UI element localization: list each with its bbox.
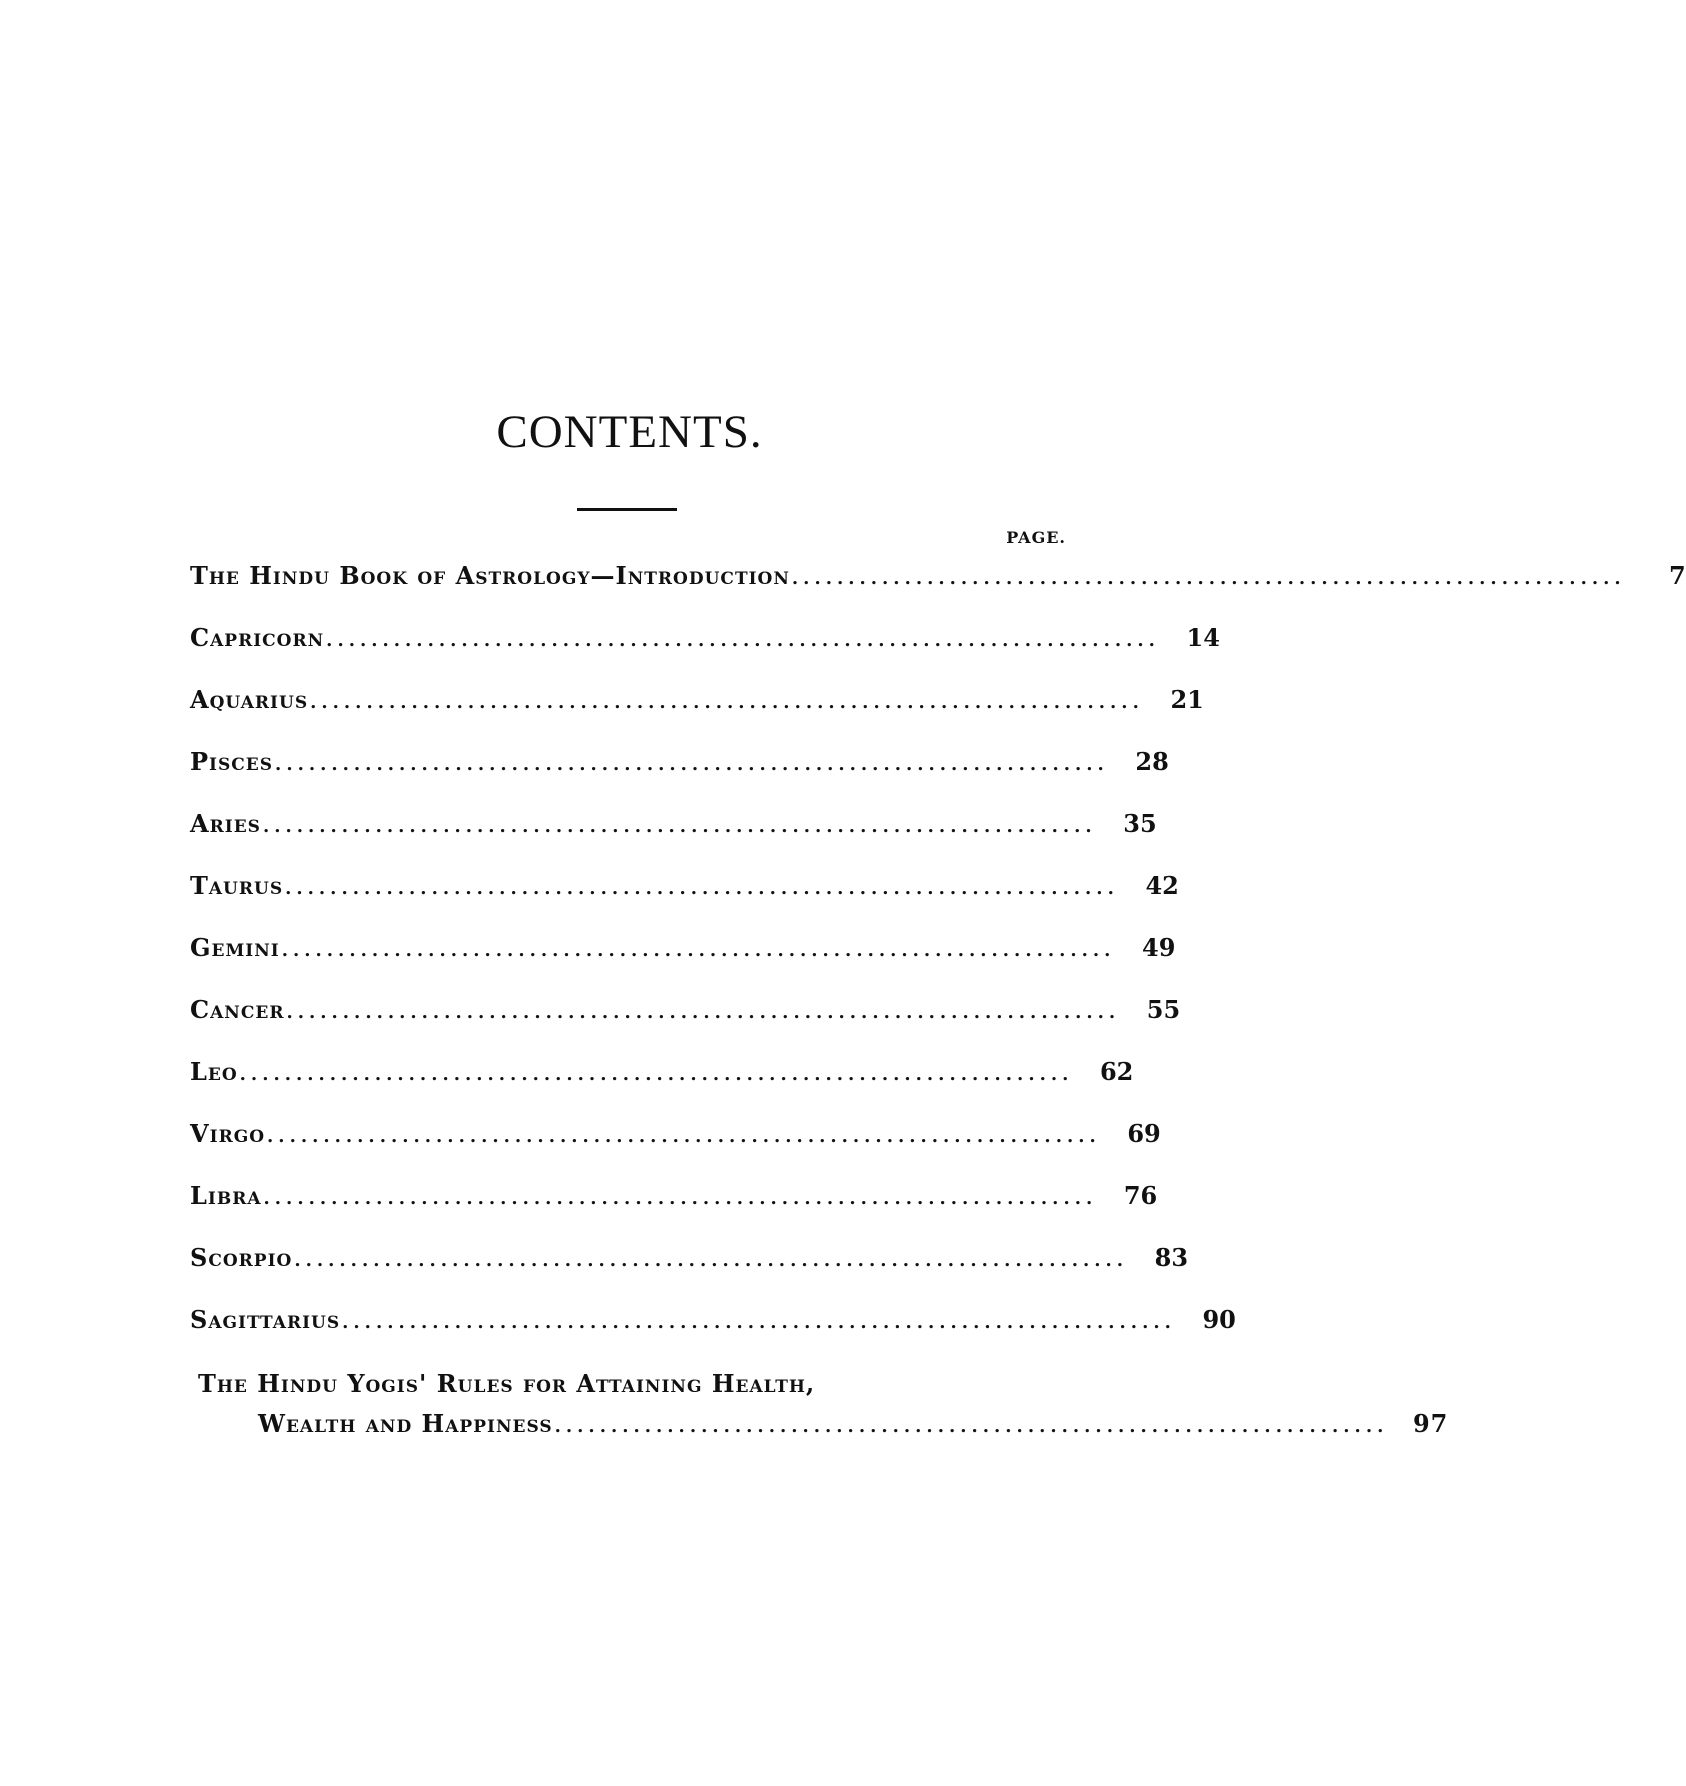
toc-entry-taurus xyxy=(190,871,1179,905)
dot-leader: .......................................................................... xyxy=(294,1250,1129,1271)
dot-leader: .......................................................................... xyxy=(263,1188,1098,1209)
toc-entry-label: Leo xyxy=(190,1057,238,1086)
toc-entry-page: 14 xyxy=(1186,623,1220,652)
dot-leader: .......................................................................... xyxy=(791,568,1626,589)
toc-entry-aries xyxy=(190,809,1157,843)
dot-leader: .......................................................................... xyxy=(262,816,1097,837)
dot-leader: .......................................................................... xyxy=(281,940,1116,961)
toc-entry-page: 90 xyxy=(1202,1305,1236,1334)
toc-entry-label: The Hindu Book of Astrology—Introduction xyxy=(190,561,790,590)
toc-entry-capricorn xyxy=(190,623,1220,657)
toc-entry-label: Scorpio xyxy=(190,1243,293,1272)
toc-entry-label: Gemini xyxy=(190,933,280,962)
dot-leader: .......................................................................... xyxy=(310,692,1144,713)
toc-entry-label: Taurus xyxy=(190,871,284,900)
toc-entry-page: 28 xyxy=(1135,747,1169,776)
toc-entry-yogis-rules xyxy=(190,1369,1449,1438)
dot-leader: .......................................................................... xyxy=(554,1416,1389,1437)
toc-entry-page: 21 xyxy=(1170,685,1204,714)
title-rule xyxy=(577,508,677,511)
toc-entry-page: 55 xyxy=(1146,995,1181,1024)
toc-entry-page: 7 xyxy=(1668,561,1686,590)
toc-entry-page: 49 xyxy=(1142,933,1176,962)
toc-entry-scorpio xyxy=(190,1243,1189,1277)
toc-entry-page: 62 xyxy=(1099,1057,1134,1086)
dot-leader: .......................................................................... xyxy=(275,754,1109,775)
toc-entry-aquarius xyxy=(190,685,1204,719)
dot-leader: .......................................................................... xyxy=(239,1064,1074,1085)
toc-entry-label: Aquarius xyxy=(190,685,309,714)
toc-entry-line2 xyxy=(190,1409,1449,1438)
toc-entry-libra xyxy=(190,1181,1158,1215)
toc-entry-label: Virgo xyxy=(190,1119,266,1148)
toc-entry-label: Cancer xyxy=(190,995,285,1024)
toc-entry-label: Sagittarius xyxy=(190,1305,341,1334)
toc-entry-gemini xyxy=(190,933,1176,967)
dot-leader: .......................................................................... xyxy=(286,1002,1121,1023)
toc-entry-pisces xyxy=(190,747,1169,781)
toc-entry-label: Aries xyxy=(190,809,261,838)
toc-entry-label: Pisces xyxy=(190,747,274,776)
toc-entry-introduction xyxy=(190,561,1686,595)
toc-entry-leo xyxy=(190,1057,1134,1091)
toc-entry-label: Libra xyxy=(190,1181,262,1210)
toc-entry-label-line2: Wealth and Happiness xyxy=(258,1409,553,1438)
toc-entry-page: 83 xyxy=(1154,1243,1189,1272)
dot-leader: .......................................................................... xyxy=(326,630,1160,651)
page-column-header: PAGE. xyxy=(1006,528,1066,547)
toc-entry-virgo xyxy=(190,1119,1161,1153)
toc-entry-page: 69 xyxy=(1127,1119,1161,1148)
toc-entry-label: Capricorn xyxy=(190,623,325,652)
toc-entry-page: 35 xyxy=(1123,809,1157,838)
toc-entry-label-line1: The Hindu Yogis' Rules for Attaining Health, xyxy=(198,1369,816,1398)
toc-entry-cancer xyxy=(190,995,1181,1029)
toc-entry-page: 97 xyxy=(1412,1409,1449,1438)
dot-leader: .......................................................................... xyxy=(285,878,1119,899)
page-title: CONTENTS. xyxy=(496,406,763,458)
toc-entry-sagittarius xyxy=(190,1305,1236,1339)
dot-leader: .......................................................................... xyxy=(342,1312,1176,1333)
toc-entry-page: 42 xyxy=(1145,871,1179,900)
toc-entry-page: 76 xyxy=(1123,1181,1158,1210)
dot-leader: .......................................................................... xyxy=(267,1126,1101,1147)
